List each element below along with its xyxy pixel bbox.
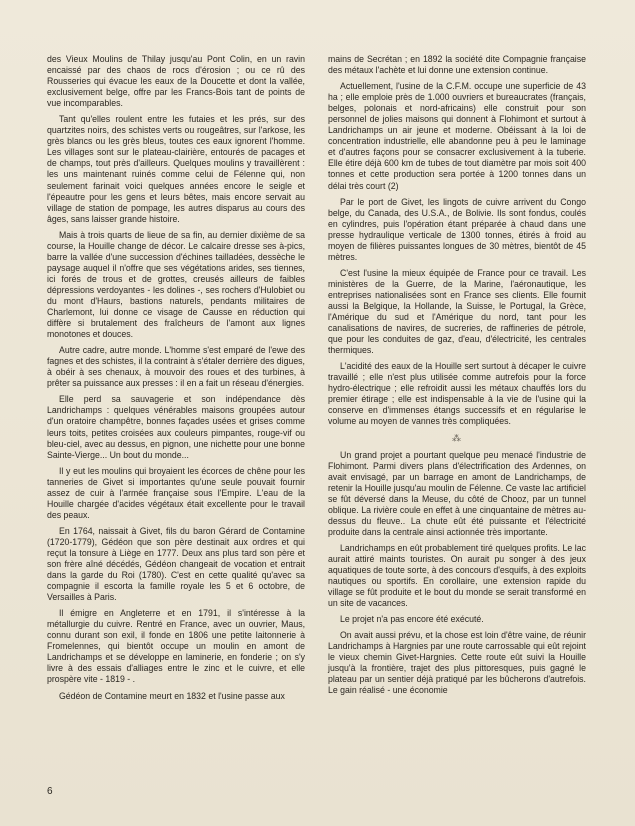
paragraph: des Vieux Moulins de Thilay jusqu'au Pont Colin, en un ravin encaissé par des chaos de rocs d'érosion ; ou ce rû des Rousseries qui évacue les eaux de la Doucette et dont la vallée, exclusivement belge, offre par les Francs-Bois tant de points de vue incomparables. xyxy=(47,54,305,109)
paragraph: On avait aussi prévu, et la chose est loin d'être vaine, de réunir Landrichamps à Hargnies par une route carrossable qui eût rejoint le vieux chemin Givet-Hargnies. Cette route eût suivi la Houille jusqu'à la frontière, trajet des plus pittoresques, puis gagné le plateau par un sentier déjà pratiqué par les bûcherons d'autrefois. Le gain réalisé - une économie xyxy=(328,630,586,696)
paragraph: C'est l'usine la mieux équipée de France pour ce travail. Les ministères de la Guerre, de la Marine, l'aéronautique, les entreprises nationalisées sont en France ses clients. Elle fournit aussi la Belgique, la Hollande, la Suisse, le Portugal, la Grèce, l'Amérique du sud et l'Amérique du nord, tant pour les canalisations de navires, de sucreries, de raffineries de pétrole, que pour les conduites de gaz, d'eau, d'électricité, les centrales thermiques. xyxy=(328,267,586,356)
paragraph: Il émigre en Angleterre et en 1791, il s'intéresse à la métallurgie du cuivre. Rentré en France, avec un ouvrier, Maus, connu durant son exil, il fonde en 1806 une petite laitonnerie à Fromelennes, qui bientôt occupe un moulin en amont de Landrichamps et se développe en laminerie, en fonderie ; on s'y livre à des essais d'alliages entre le zinc et le cuivre, et elle prospère vite - 1819 - . xyxy=(47,608,305,685)
paragraph: Le projet n'a pas encore été exécuté. xyxy=(340,614,484,625)
right-column xyxy=(328,54,586,702)
paragraph: Elle perd sa sauvagerie et son indépendance dès Landrichamps : quelques vénérables maisons groupées autour d'un oratoire champêtre, bonnes façades usées et grises comme leurs toits, petites croisées aux couleurs pimpantes, rouge-vif ou bleu-ciel, avec au dessus, en pignon, une nichette pour une bonne Sainte-Vierge... Un bout du monde... xyxy=(47,394,305,460)
paragraph: Landrichamps en eût probablement tiré quelques profits. Le lac aurait attiré maints touristes. On aurait pu songer à des jeux aquatiques de toute sorte, à des concours d'esquifs, à des exploits nautiques ou sportifs. En corollaire, une extension rapide du village se fût produite et le bout du monde se serait transformé en un site de vacances. xyxy=(328,542,587,609)
paragraph: Il y eut les moulins qui broyaient les écorces de chêne pour les tanneries de Givet si importantes qu'une seule pouvait fournir assez de cuir à l'armée française sous l'Empire. L'eau de la Houille chargée d'acides végétaux était excellente pour le travail des peaux. xyxy=(47,465,305,520)
page-number: 6 xyxy=(47,786,53,797)
left-column xyxy=(47,54,305,707)
paragraph: Un grand projet a pourtant quelque peu menacé l'industrie de Flohimont. Parmi divers plans d'électrification des Ardennes, on avait envisagé, par un barrage en amont de Landrichamps, de retenir la Houille jusqu'au moulin de Félenne. Ce vaste lac artificiel se fût déversé dans la Meuse, du côté de Chooz, par un tunnel oblique. La rivière coule en effet à une cinquantaine de mètres au-dessus du fleuve.. La chute eût été puissante et l'électricité produite dans la centrale ainsi actionnée très importante. xyxy=(328,449,586,537)
paragraph: Par le port de Givet, les lingots de cuivre arrivent du Congo belge, du Canada, des U.S.A., de Bolivie. Ils sont fondus, coulés en cylindres, puis l'opération étant préparée à chaud dans une presse hydraulique verticale de 1300 tonnes, étirés à froid au moyen de filières puissantes longues de 30 mètres, bientôt de 45 mètres. xyxy=(328,196,586,262)
paragraph: Autre cadre, autre monde. L'homme s'est emparé de l'ewe des fagnes et des schistes, il la contraint à s'étaler derrière des digues, à obéir à ses chenaux, à mouvoir des roues et des turbines, à prêter sa puissance aux presses : il en a fait un réseau d'énergies. xyxy=(47,345,305,389)
paragraph: mains de Secrétan ; en 1892 la société dite Compagnie française des métaux l'achète et lui donne une extension continue. xyxy=(328,54,586,76)
section-separator: ⁂ xyxy=(452,432,462,443)
paragraph: Actuellement, l'usine de la C.F.M. occupe une superficie de 43 ha ; elle emploie près de 1.000 ouvriers et bureaucrates (français, belges, polonais et nord-africains) elle construit pour son personnel de jolies maisons qui donnent à Flohimont et surtout à Landrichamps un air jeune et moderne. Obéissant à la loi de concentration industrielle, elle abandonne peu à peu le laminage et d'autres façons pour se consacrer exclusivement à la tuberie. Elle étire déjà 600 km de tubes de tout diamètre par mois soit 400 tonnes et cette production sera portée à 1200 tonnes dans un délai très court (2) xyxy=(328,81,586,191)
paragraph: Tant qu'elles roulent entre les futaies et les prés, sur des quartzites noirs, des schistes verts ou rougeâtres, sur l'arkose, les grès blancs ou les grès bleus, toutes ces eaux ignorent l'homme. Les villages sont sur le plateau-clairière, entourés de pacages et de champs, tout près d'ailleurs. Quelques moulins y travaillèrent : les uns maintenant ruinés comme celui de Félenne qui, non seulement farinait voici quelques années encore le seigle et l'épeautre pour les gens et leurs bêtes, mais encore servait au village de station de pompage, les autres disparus au cours des âges, sans laisser grande histoire. xyxy=(47,114,305,224)
paragraph: En 1764, naissait à Givet, fils du baron Gérard de Contamine (1720-1779), Gédéon que son père destinait aux ordres et qui reçut la tonsure à Liège en 1777. Deux ans plus tard son père et son frère aîné décédés, Gédéon changeait de vocation et entrait dans la garde du Roi (1780). C'est en cette qualité qu'avec sa compagnie il escorta la famille royale les 5 et 6 octobre, de Versailles à Paris. xyxy=(47,525,305,603)
paragraph: L'acidité des eaux de la Houille sert surtout à décaper le cuivre travaillé ; elle n'est plus utilisée comme autrefois pour la force hydro-électrique ; elle refroidit aussi les métaux chauffés lors du premier étirage ; elle est indispensable à la vie de l'usine qui la conserve en d'immenses étangs successifs et en régularise le volume au moyen de vannes très compliquées. xyxy=(328,361,586,427)
paragraph: Gédéon de Contamine meurt en 1832 et l'usine passe aux xyxy=(59,690,285,701)
paragraph: Mais à trois quarts de lieue de sa fin, au dernier dixième de sa course, la Houille change de décor. Le calcaire dresse ses à-pics, barre la vallée d'une succession d'échines tailladées, dessèche le paysage auquel il n'offre que ses végétations arides, ses tiennes, ici forés de trous et de grottes, creusés ailleurs de faibles dépressions verdoyantes - les dolines -, ses rochers d'Hulobiet ou du mont d'Haurs, bastions naturels, pendants militaires de Charlemont, lui donne ce visage de Causse en réduction qui diffère si brutalement des fraîcheurs de l'amont aux lignes monotones et douces. xyxy=(47,229,305,340)
